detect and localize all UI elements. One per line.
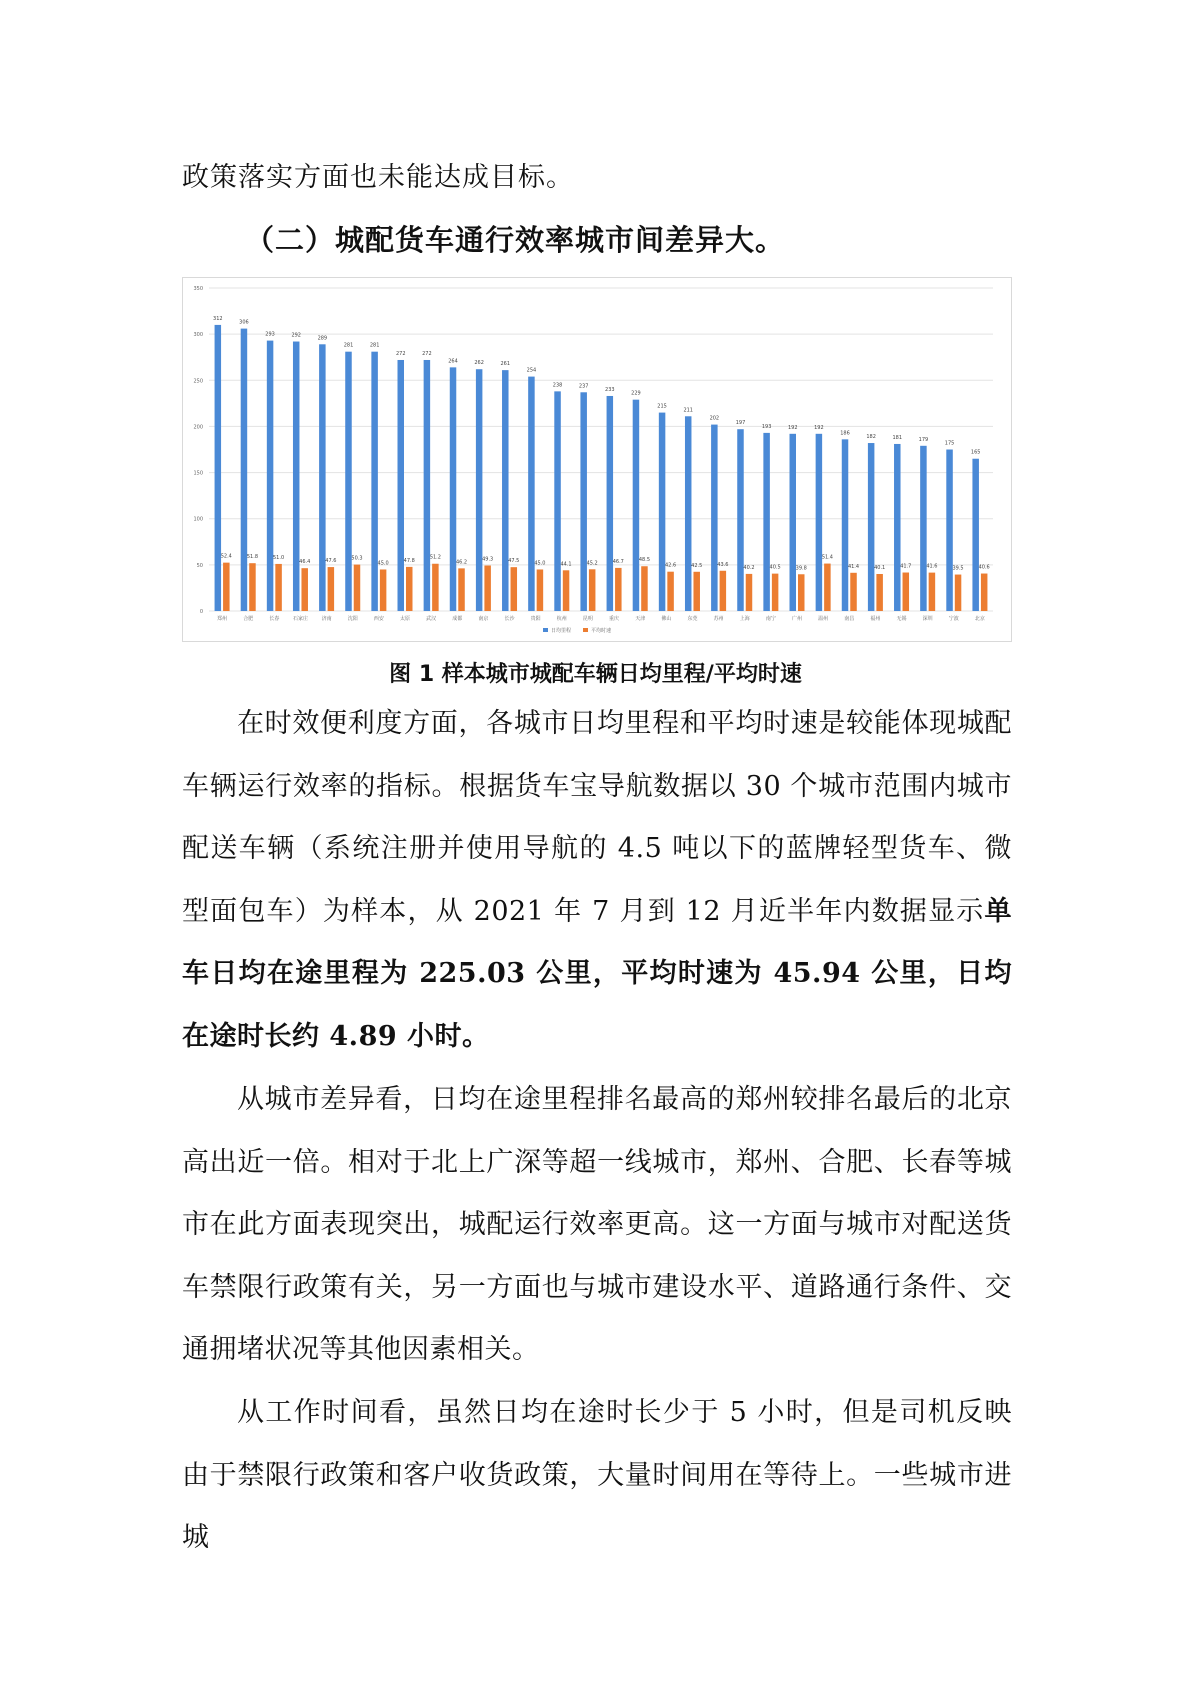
data-label-mileage: 181 [892, 434, 903, 441]
data-label-mileage: 215 [657, 403, 667, 410]
data-label-mileage: 262 [474, 360, 484, 367]
bar-mileage [293, 342, 300, 611]
x-tick-label: 合肥 [243, 616, 254, 622]
bar-speed [275, 564, 282, 611]
bar-mileage [345, 352, 352, 611]
legend-swatch-speed [583, 628, 588, 632]
bar-mileage [528, 377, 535, 611]
bar-speed [249, 563, 256, 611]
bar-speed [458, 568, 465, 611]
data-label-mileage: 182 [866, 434, 876, 441]
data-label-mileage: 193 [761, 423, 772, 430]
section-heading: （二）城配货车通行效率城市间差异大。 [245, 223, 786, 257]
data-label-speed: 41.6 [926, 563, 938, 570]
x-tick-label: 北京 [974, 616, 985, 622]
y-tick-label: 150 [193, 470, 203, 477]
data-label-speed: 42.5 [691, 562, 703, 569]
data-label-speed: 39.5 [952, 565, 964, 572]
bar-speed [903, 573, 910, 611]
data-label-speed: 43.6 [717, 561, 729, 568]
bar-mileage [946, 450, 953, 612]
y-tick-label: 0 [199, 609, 203, 615]
x-tick-label: 西安 [373, 616, 384, 622]
x-tick-label: 昆明 [582, 616, 593, 622]
x-tick-label: 深圳 [922, 616, 933, 622]
data-label-speed: 46.7 [612, 558, 624, 565]
data-label-speed: 40.5 [769, 564, 781, 571]
data-label-mileage: 175 [944, 440, 955, 447]
bar-mileage [633, 400, 640, 611]
bar-speed [511, 567, 518, 611]
data-label-speed: 40.1 [874, 564, 886, 571]
x-tick-label: 东莞 [687, 616, 698, 622]
bar-mileage [424, 360, 431, 611]
bar-mileage [607, 396, 614, 611]
data-label-speed: 51.8 [246, 554, 259, 561]
data-label-speed: 47.6 [325, 558, 337, 565]
data-label-speed: 41.7 [900, 563, 912, 570]
paragraph-2: 从城市差异看，日均在途里程排名最高的郑州较排名最后的北京高出近一倍。相对于北上广深等超一线城市，郑州、合肥、长春等城市在此方面表现突出，城配运行效率更高。这一方面与城市对配送货车禁限行政策有关，另一方面也与城市建设水平、道路通行条件、交通拥堵状况等其他因素相关。 [182, 1084, 1012, 1365]
data-label-speed: 45.2 [586, 560, 598, 567]
x-tick-label: 贵阳 [530, 616, 541, 622]
data-label-mileage: 312 [213, 315, 223, 322]
data-label-mileage: 192 [814, 424, 824, 431]
x-tick-label: 长春 [269, 616, 280, 622]
data-label-mileage: 197 [735, 420, 746, 427]
data-label-mileage: 238 [552, 382, 563, 389]
x-tick-label: 上海 [739, 616, 750, 622]
bar-mileage [894, 444, 901, 611]
text-line-top: 政策落实方面也未能达成目标。 [182, 162, 574, 193]
bar-speed [484, 566, 491, 611]
x-tick-label: 天津 [635, 616, 646, 622]
legend-label-speed: 平均时速 [591, 628, 612, 634]
chart-figure [182, 277, 1012, 642]
data-label-mileage: 281 [343, 342, 354, 349]
data-label-speed: 39.8 [795, 565, 807, 572]
x-tick-label: 温州 [818, 616, 829, 622]
y-tick-label: 50 [196, 562, 203, 569]
x-tick-label: 石家庄 [292, 616, 308, 622]
data-label-speed: 51.0 [273, 554, 285, 561]
data-label-speed: 45.0 [534, 560, 546, 567]
data-label-mileage: 186 [840, 430, 850, 437]
bar-mileage [868, 443, 875, 611]
bar-speed [328, 567, 335, 611]
data-label-mileage: 229 [631, 390, 641, 397]
data-label-mileage: 293 [265, 331, 275, 338]
data-label-speed: 44.1 [560, 561, 572, 568]
data-label-mileage: 272 [422, 350, 432, 357]
bar-speed [301, 568, 308, 611]
x-tick-label: 成都 [452, 616, 463, 622]
bar-speed [824, 564, 831, 611]
data-label-mileage: 281 [369, 342, 380, 349]
bar-chart [183, 278, 1011, 641]
data-label-speed: 51.4 [821, 554, 833, 561]
data-label-mileage: 306 [239, 319, 249, 326]
data-label-speed: 41.4 [847, 563, 860, 570]
paragraph-1-bold: 单车日均在途里程为 225.03 公里，平均时速为 45.94 公里，日均在途时长约 4.89 小时。 [182, 895, 1012, 1052]
bar-mileage [790, 434, 797, 611]
bar-mileage [398, 360, 405, 611]
data-label-mileage: 261 [500, 361, 511, 368]
bar-speed [615, 568, 622, 611]
bar-mileage [241, 329, 248, 611]
x-tick-label: 苏州 [713, 616, 724, 622]
y-tick-label: 100 [193, 516, 203, 523]
bar-mileage [972, 459, 979, 611]
bar-mileage [816, 434, 823, 611]
bar-speed [929, 573, 936, 611]
data-label-speed: 49.3 [482, 556, 494, 563]
bar-speed [876, 574, 883, 611]
bar-mileage [920, 446, 927, 611]
paragraph-1 [182, 693, 1012, 1068]
y-tick-label: 250 [193, 378, 203, 385]
x-tick-label: 重庆 [609, 616, 620, 622]
bar-speed [667, 572, 674, 611]
y-tick-label: 350 [193, 286, 203, 292]
data-label-speed: 40.6 [978, 564, 990, 571]
bar-mileage [737, 429, 744, 611]
data-label-speed: 45.0 [377, 560, 389, 567]
data-label-mileage: 202 [709, 415, 720, 422]
bar-mileage [580, 392, 587, 611]
bar-mileage [685, 416, 692, 611]
x-tick-label: 济南 [321, 616, 332, 622]
x-tick-label: 沈阳 [347, 616, 358, 622]
bar-speed [798, 574, 805, 611]
data-label-mileage: 192 [787, 424, 798, 431]
bar-mileage [502, 370, 509, 611]
bar-speed [432, 564, 439, 611]
bar-speed [746, 574, 753, 611]
bar-speed [641, 566, 648, 611]
x-tick-label: 长沙 [504, 616, 515, 622]
y-tick-label: 200 [193, 424, 203, 431]
data-label-speed: 40.2 [743, 564, 755, 571]
bar-mileage [215, 325, 222, 611]
x-tick-label: 广州 [791, 616, 803, 622]
x-tick-label: 武汉 [426, 616, 437, 622]
paragraph-1-text: 在时效便利度方面，各城市日均里程和平均时速是较能体现城配车辆运行效率的指标。根据货车宝导航数据以 30 个城市范围内城市配送车辆（系统注册并使用导航的 4.5 吨以下的蓝牌轻型货车、微型面包车）为样本，从 2021 年 7 月到 12 月近半年内数据显示 [182, 708, 1012, 927]
x-tick-label: 无锡 [896, 616, 907, 622]
bar-speed [406, 567, 413, 611]
data-label-mileage: 237 [578, 383, 589, 390]
legend-label-mileage: 日均里程 [551, 628, 572, 634]
data-label-speed: 42.6 [665, 562, 677, 569]
figure-caption: 图 1 样本城市城配车辆日均里程/平均时速 [389, 662, 802, 687]
data-label-mileage: 254 [526, 367, 537, 374]
bar-speed [955, 575, 962, 611]
data-label-mileage: 165 [970, 449, 981, 456]
bar-speed [693, 572, 700, 611]
data-label-mileage: 211 [683, 407, 693, 414]
x-tick-label: 南宁 [765, 616, 776, 622]
paragraph-3: 从工作时间看，虽然日均在途时长少于 5 小时，但是司机反映由于禁限行政策和客户收货政策，大量时间用在等待上。一些城市进城 [182, 1397, 1012, 1553]
x-tick-label: 南昌 [844, 616, 855, 622]
x-tick-label: 郑州 [217, 616, 228, 622]
bar-mileage [450, 367, 457, 611]
bar-speed [720, 571, 727, 611]
data-label-mileage: 179 [918, 436, 929, 443]
bar-mileage [711, 425, 718, 611]
bar-mileage [476, 369, 483, 611]
bar-speed [850, 573, 857, 611]
bar-mileage [554, 391, 561, 611]
bar-speed [380, 569, 387, 611]
data-label-speed: 51.2 [429, 554, 441, 561]
bar-speed [354, 565, 361, 611]
data-label-speed: 47.8 [403, 557, 415, 564]
bar-mileage [319, 344, 326, 611]
data-label-speed: 48.5 [638, 557, 651, 564]
bar-mileage [842, 439, 849, 611]
y-tick-label: 300 [193, 332, 203, 339]
x-tick-label: 宁波 [948, 616, 959, 622]
x-tick-label: 福州 [870, 616, 881, 622]
bar-mileage [659, 413, 666, 611]
data-label-speed: 46.2 [455, 559, 468, 566]
bar-mileage [371, 352, 378, 611]
data-label-speed: 52.4 [220, 553, 232, 560]
data-label-mileage: 289 [317, 335, 328, 342]
x-tick-label: 太原 [399, 616, 411, 622]
data-label-speed: 50.3 [351, 555, 363, 562]
data-label-mileage: 272 [395, 350, 406, 357]
x-tick-label: 佛山 [661, 616, 672, 622]
bar-speed [563, 570, 570, 611]
data-label-mileage: 233 [605, 386, 615, 393]
bar-speed [537, 569, 544, 611]
bar-mileage [763, 433, 770, 611]
data-label-speed: 47.5 [508, 558, 520, 565]
bar-speed [223, 563, 230, 611]
bar-mileage [267, 341, 274, 611]
data-label-speed: 46.4 [299, 559, 311, 566]
x-tick-label: 南京 [478, 616, 489, 622]
bar-speed [772, 574, 779, 611]
data-label-mileage: 292 [291, 332, 301, 339]
bar-speed [981, 574, 988, 611]
x-tick-label: 杭州 [556, 616, 567, 622]
data-label-mileage: 264 [448, 358, 458, 365]
bar-speed [589, 569, 596, 611]
legend-swatch-mileage [543, 628, 548, 632]
